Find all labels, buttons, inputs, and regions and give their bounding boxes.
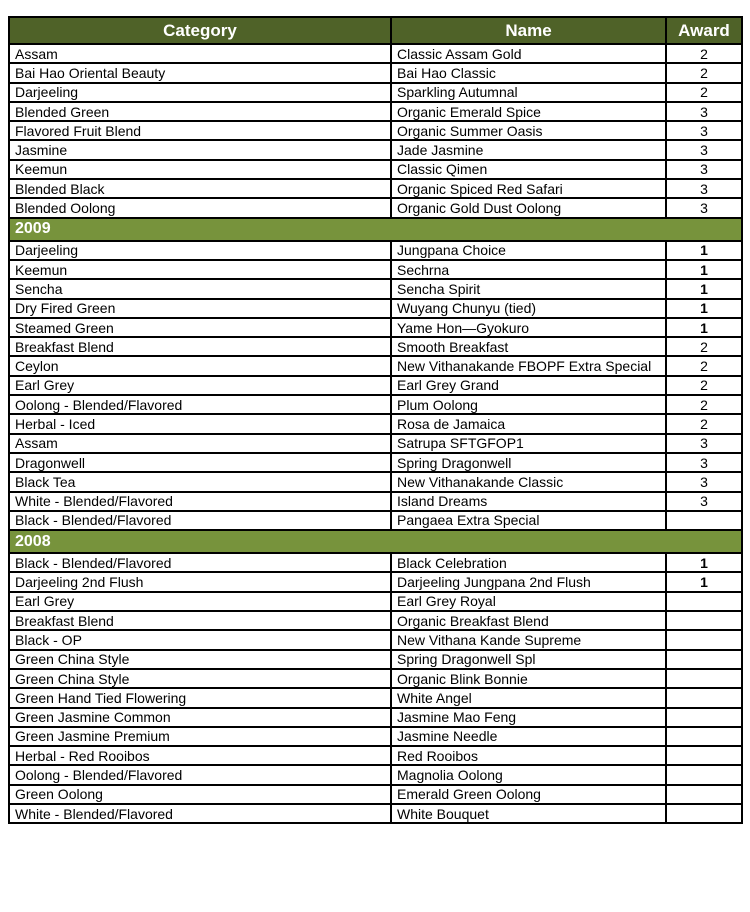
table-row (9, 553, 742, 572)
name-cell: White Bouquet (391, 804, 666, 823)
award-cell: 2 (666, 356, 742, 375)
name-cell: Jasmine Needle (391, 727, 666, 746)
tea-awards-table (8, 16, 743, 824)
award-cell: 3 (666, 102, 742, 121)
table-row (9, 44, 742, 63)
name-cell: Rosa de Jamaica (391, 414, 666, 433)
award-cell: 3 (666, 160, 742, 179)
table-row (9, 804, 742, 823)
award-cell: 2 (666, 44, 742, 63)
category-cell: White - Blended/Flavored (9, 492, 391, 511)
award-cell (666, 511, 742, 530)
table-row (9, 318, 742, 337)
table-row (9, 727, 742, 746)
category-cell: Keemun (9, 260, 391, 279)
name-cell: Satrupa SFTGFOP1 (391, 434, 666, 453)
award-cell (666, 746, 742, 765)
category-cell: Darjeeling (9, 83, 391, 102)
award-cell: 2 (666, 63, 742, 82)
award-cell: 3 (666, 198, 742, 217)
name-cell: Jade Jasmine (391, 140, 666, 159)
table-row (9, 83, 742, 102)
name-cell: Earl Grey Grand (391, 376, 666, 395)
award-cell (666, 708, 742, 727)
table-row (9, 414, 742, 433)
category-cell: Assam (9, 44, 391, 63)
name-cell: White Angel (391, 688, 666, 707)
award-cell: 3 (666, 140, 742, 159)
category-cell: Blended Oolong (9, 198, 391, 217)
table-row (9, 511, 742, 530)
table-row (9, 765, 742, 784)
table-row (9, 434, 742, 453)
name-cell: Magnolia Oolong (391, 765, 666, 784)
category-cell: Bai Hao Oriental Beauty (9, 63, 391, 82)
table-row (9, 650, 742, 669)
name-cell: New Vithana Kande Supreme (391, 630, 666, 649)
category-cell: Dragonwell (9, 453, 391, 472)
table-row (9, 299, 742, 318)
category-cell: Green Jasmine Premium (9, 727, 391, 746)
table-row (9, 592, 742, 611)
award-cell: 2 (666, 395, 742, 414)
category-cell: Ceylon (9, 356, 391, 375)
award-cell: 2 (666, 337, 742, 356)
category-cell: Oolong - Blended/Flavored (9, 395, 391, 414)
table-row (9, 669, 742, 688)
awards-table-body (9, 44, 742, 823)
year-label: 2009 (9, 218, 742, 241)
award-cell: 3 (666, 492, 742, 511)
table-row (9, 241, 742, 260)
award-cell (666, 688, 742, 707)
category-cell: Flavored Fruit Blend (9, 121, 391, 140)
table-row (9, 160, 742, 179)
category-cell: Black - OP (9, 630, 391, 649)
name-cell: Jasmine Mao Feng (391, 708, 666, 727)
year-section-row (9, 218, 742, 241)
table-row (9, 572, 742, 591)
table-row (9, 198, 742, 217)
category-cell: Darjeeling 2nd Flush (9, 572, 391, 591)
table-row (9, 395, 742, 414)
category-cell: Herbal - Iced (9, 414, 391, 433)
category-cell: Darjeeling (9, 241, 391, 260)
name-cell: Darjeeling Jungpana 2nd Flush (391, 572, 666, 591)
table-row (9, 121, 742, 140)
name-cell: Island Dreams (391, 492, 666, 511)
name-cell: Organic Summer Oasis (391, 121, 666, 140)
name-cell: New Vithanakande FBOPF Extra Special (391, 356, 666, 375)
year-section-row (9, 530, 742, 553)
award-cell: 3 (666, 434, 742, 453)
table-row (9, 376, 742, 395)
name-cell: Black Celebration (391, 553, 666, 572)
name-cell: Organic Blink Bonnie (391, 669, 666, 688)
table-row (9, 611, 742, 630)
table-row (9, 140, 742, 159)
category-cell: Green China Style (9, 669, 391, 688)
name-cell: Sencha Spirit (391, 279, 666, 298)
award-cell: 2 (666, 414, 742, 433)
name-cell: Spring Dragonwell (391, 453, 666, 472)
award-cell: 3 (666, 453, 742, 472)
table-row (9, 746, 742, 765)
award-cell: 1 (666, 279, 742, 298)
award-cell (666, 630, 742, 649)
category-cell: Sencha (9, 279, 391, 298)
table-row (9, 260, 742, 279)
award-cell (666, 650, 742, 669)
award-cell: 1 (666, 318, 742, 337)
column-header-name: Name (391, 17, 666, 44)
category-cell: Oolong - Blended/Flavored (9, 765, 391, 784)
category-cell: Blended Black (9, 179, 391, 198)
table-row (9, 630, 742, 649)
column-header-award: Award (666, 17, 742, 44)
table-row (9, 102, 742, 121)
category-cell: Green Oolong (9, 785, 391, 804)
category-cell: White - Blended/Flavored (9, 804, 391, 823)
name-cell: Earl Grey Royal (391, 592, 666, 611)
award-cell (666, 727, 742, 746)
award-cell (666, 611, 742, 630)
name-cell: Organic Gold Dust Oolong (391, 198, 666, 217)
name-cell: Smooth Breakfast (391, 337, 666, 356)
category-cell: Green Hand Tied Flowering (9, 688, 391, 707)
name-cell: Emerald Green Oolong (391, 785, 666, 804)
award-cell: 3 (666, 121, 742, 140)
name-cell: Jungpana Choice (391, 241, 666, 260)
name-cell: Classic Assam Gold (391, 44, 666, 63)
category-cell: Herbal - Red Rooibos (9, 746, 391, 765)
category-cell: Black Tea (9, 472, 391, 491)
name-cell: Organic Emerald Spice (391, 102, 666, 121)
table-row (9, 492, 742, 511)
name-cell: Bai Hao Classic (391, 63, 666, 82)
header-row (9, 17, 742, 44)
award-cell: 3 (666, 179, 742, 198)
category-cell: Breakfast Blend (9, 337, 391, 356)
award-cell: 1 (666, 260, 742, 279)
award-cell (666, 592, 742, 611)
award-cell: 1 (666, 241, 742, 260)
name-cell: Spring Dragonwell Spl (391, 650, 666, 669)
award-cell: 2 (666, 376, 742, 395)
category-cell: Steamed Green (9, 318, 391, 337)
category-cell: Breakfast Blend (9, 611, 391, 630)
table-row (9, 179, 742, 198)
name-cell: Sparkling Autumnal (391, 83, 666, 102)
category-cell: Blended Green (9, 102, 391, 121)
name-cell: Organic Spiced Red Safari (391, 179, 666, 198)
award-cell: 3 (666, 472, 742, 491)
category-cell: Green Jasmine Common (9, 708, 391, 727)
table-row (9, 472, 742, 491)
category-cell: Black - Blended/Flavored (9, 511, 391, 530)
table-header (9, 17, 742, 44)
name-cell: Yame Hon—Gyokuro (391, 318, 666, 337)
award-cell (666, 765, 742, 784)
category-cell: Black - Blended/Flavored (9, 553, 391, 572)
table-row (9, 63, 742, 82)
category-cell: Keemun (9, 160, 391, 179)
table-row (9, 337, 742, 356)
table-row (9, 356, 742, 375)
category-cell: Jasmine (9, 140, 391, 159)
award-cell (666, 804, 742, 823)
award-cell (666, 785, 742, 804)
table-row (9, 708, 742, 727)
year-label: 2008 (9, 530, 742, 553)
table-row (9, 453, 742, 472)
award-cell: 1 (666, 553, 742, 572)
name-cell: New Vithanakande Classic (391, 472, 666, 491)
name-cell: Classic Qimen (391, 160, 666, 179)
category-cell: Dry Fired Green (9, 299, 391, 318)
award-cell: 1 (666, 299, 742, 318)
column-header-category: Category (9, 17, 391, 44)
name-cell: Pangaea Extra Special (391, 511, 666, 530)
name-cell: Sechrna (391, 260, 666, 279)
name-cell: Red Rooibos (391, 746, 666, 765)
award-cell (666, 669, 742, 688)
category-cell: Earl Grey (9, 376, 391, 395)
award-cell: 2 (666, 83, 742, 102)
name-cell: Organic Breakfast Blend (391, 611, 666, 630)
name-cell: Wuyang Chunyu (tied) (391, 299, 666, 318)
name-cell: Plum Oolong (391, 395, 666, 414)
category-cell: Earl Grey (9, 592, 391, 611)
table-row (9, 279, 742, 298)
table-row (9, 688, 742, 707)
category-cell: Assam (9, 434, 391, 453)
category-cell: Green China Style (9, 650, 391, 669)
table-row (9, 785, 742, 804)
award-cell: 1 (666, 572, 742, 591)
